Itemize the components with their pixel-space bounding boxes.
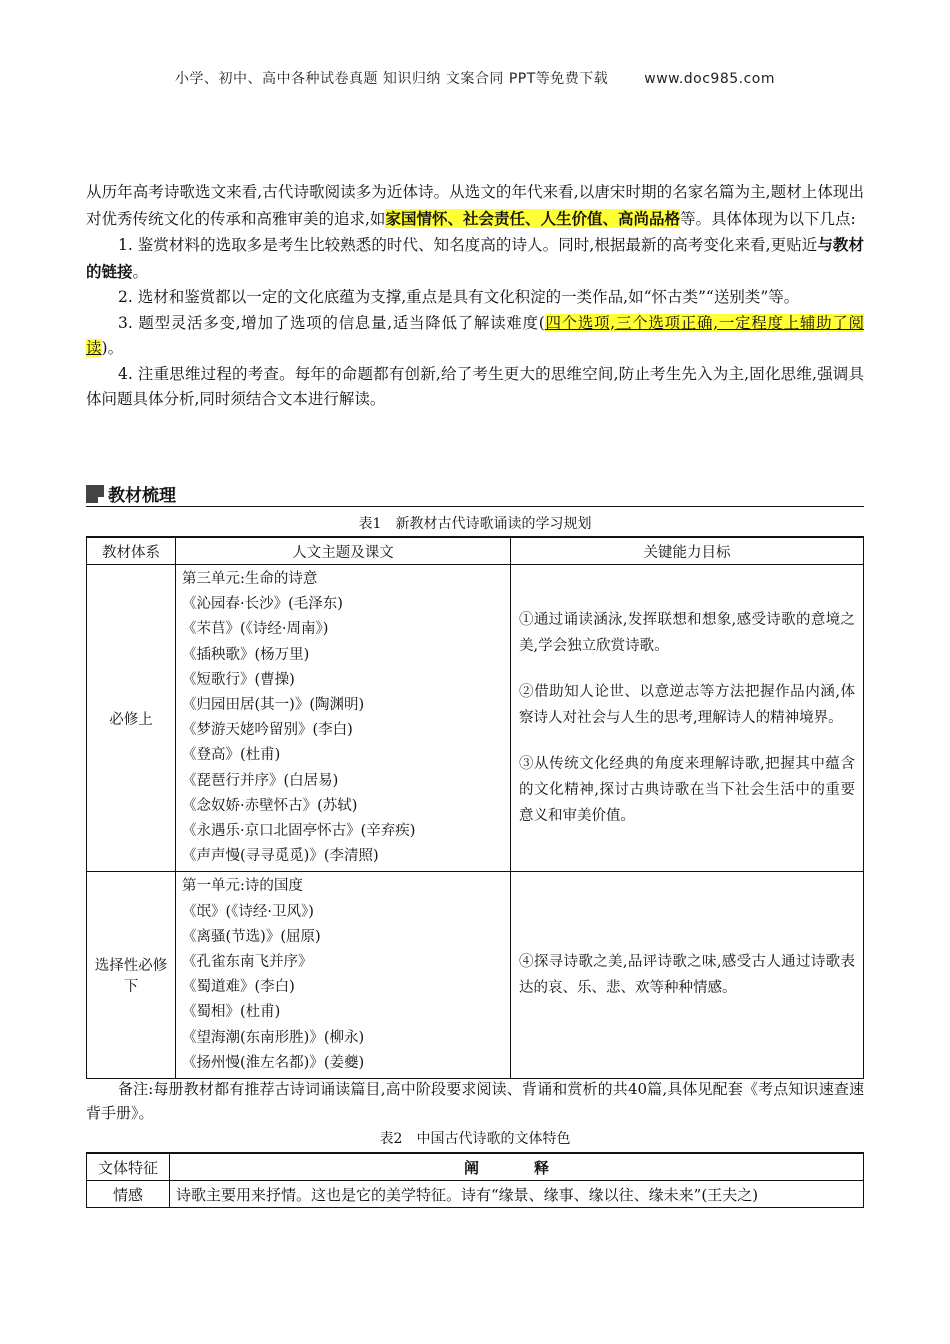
section-divider bbox=[86, 506, 864, 507]
goal-text: ③从传统文化经典的角度来理解诗歌,把握其中蕴含的文化精神,探讨古典诗歌在当下社会生活中的重要意义和审美价值。 bbox=[519, 756, 855, 825]
table-header-cell: 关键能力目标 bbox=[511, 537, 864, 565]
list-item: 《登高》(杜甫) bbox=[182, 747, 281, 764]
table-header-row bbox=[87, 1153, 864, 1181]
list-item: 《归园田居(其一)》(陶渊明) bbox=[182, 697, 365, 714]
table1-caption: 表1 新教材古代诗歌诵读的学习规划 bbox=[358, 516, 592, 532]
table-row bbox=[87, 565, 864, 872]
goal-text: ④探寻诗歌之美,品评诗歌之味,感受古人通过诗歌表达的哀、乐、悲、欢等种种情感。 bbox=[519, 954, 855, 997]
table2-caption: 表2 中国古代诗歌的文体特色 bbox=[379, 1131, 571, 1147]
list-item: 《声声慢(寻寻觅觅)》(李清照) bbox=[182, 848, 379, 865]
intro-section bbox=[86, 180, 864, 413]
section-title: 教材梳理 bbox=[108, 486, 176, 506]
list-item: 《孔雀东南飞并序》 bbox=[182, 954, 313, 971]
page-header bbox=[0, 68, 950, 88]
highlight-options: 四个选项,三个选项正确,一定程度上辅助了阅读 bbox=[86, 313, 865, 357]
intro-paragraph-3: 2. 选材和鉴赏都以一定的文化底蕴为支撑,重点是具有文化积淀的一类作品,如“怀古类”“送别类”等。 bbox=[118, 288, 800, 306]
intro-paragraph-4 bbox=[86, 311, 864, 362]
system-cell: 选择性必修下 bbox=[87, 872, 176, 1079]
intro-p1-text-a: 从历年高考诗歌选文来看,古代诗歌阅读多为近体诗。从选文的年代来看,以唐宋时期的名家名篇为主,题材上体现出对优秀传统文化的传承和高雅审美的追求,如 bbox=[86, 183, 864, 228]
intro-p1-text-b: 等。具体体现为以下几点: bbox=[679, 209, 856, 228]
intro-paragraph-5: 4. 注重思维过程的考查。每年的命题都有创新,给了考生更大的思维空间,防止考生先入为主,固化思维,强调具体问题具体分析,同时须结合文本进行解读。 bbox=[86, 364, 864, 408]
list-item: 《梦游天姥吟留别》(李白) bbox=[182, 722, 353, 739]
intro-p4-text-a: 3. 题型灵活多变,增加了选项的信息量,适当降低了解读难度( bbox=[118, 313, 545, 332]
list-item: 《望海潮(东南形胜)》(柳永) bbox=[182, 1029, 365, 1046]
list-item: 《扬州慢(淮左名都)》(姜夔) bbox=[182, 1054, 365, 1071]
list-item: 《蜀道难》(李白) bbox=[182, 979, 295, 996]
header-text: 小学、初中、高中各种试卷真题 知识归纳 文案合同 PPT等免费下载 bbox=[174, 71, 609, 87]
list-item: 《离骚(节选)》(屈原) bbox=[182, 928, 321, 945]
table-header-cell: 教材体系 bbox=[87, 537, 176, 565]
section-marker-icon bbox=[86, 485, 104, 503]
list-item: 《念奴娇·赤壁怀古》(苏轼) bbox=[182, 797, 358, 814]
feature-cell: 情感 bbox=[87, 1181, 170, 1208]
header-url[interactable]: www.doc985.com bbox=[644, 71, 776, 87]
goals-cell bbox=[511, 565, 864, 872]
table-row bbox=[87, 1181, 864, 1208]
table-header-cell: 文体特征 bbox=[87, 1153, 170, 1181]
study-plan-table bbox=[86, 536, 864, 1079]
list-item: 《短歌行》(曹操) bbox=[182, 671, 295, 688]
intro-p2-text-b: 。 bbox=[132, 262, 149, 281]
list-item: 《芣苢》(《诗经·周南》) bbox=[182, 621, 329, 638]
list-item: 《琵琶行并序》(白居易) bbox=[182, 772, 339, 789]
goals-cell bbox=[511, 872, 864, 1079]
genre-features-table bbox=[86, 1152, 864, 1208]
explanation-cell: 诗歌主要用来抒情。这也是它的美学特征。诗有“缘景、缘事、缘以往、缘未来”(王夫之) bbox=[170, 1181, 864, 1208]
table-header-row bbox=[87, 537, 864, 565]
unit-title: 第三单元:生命的诗意 bbox=[182, 571, 318, 587]
list-item: 《永遇乐·京口北固亭怀古》(辛弃疾) bbox=[182, 823, 416, 840]
section-heading bbox=[86, 481, 176, 506]
highlight-themes: 家国情怀、社会责任、人生价值、高尚品格 bbox=[385, 208, 680, 228]
table-row bbox=[87, 872, 864, 1079]
goal-text: ①通过诵读涵泳,发挥联想和想象,感受诗歌的意境之美,学会独立欣赏诗歌。 bbox=[519, 612, 855, 655]
table-header-cell: 人文主题及课文 bbox=[176, 537, 511, 565]
intro-paragraph-2 bbox=[86, 232, 864, 285]
intro-p4-text-b: )。 bbox=[101, 339, 124, 357]
table-note: 备注:每册教材都有推荐古诗词诵读篇目,高中阶段要求阅读、背诵和赏析的共40篇,具体见配套《考点知识速查速背手册》。 bbox=[86, 1080, 864, 1122]
list-item: 《沁园春·长沙》(毛泽东) bbox=[182, 596, 343, 613]
goal-text: ②借助知人论世、以意逆志等方法把握作品内涵,体察诗人对社会与人生的思考,理解诗人的精神境界。 bbox=[519, 684, 855, 727]
texts-cell bbox=[176, 872, 511, 1079]
list-item: 《蜀相》(杜甫) bbox=[182, 1004, 281, 1021]
intro-paragraph-1 bbox=[86, 180, 864, 232]
table-header-cell: 阐 释 bbox=[170, 1153, 864, 1181]
system-cell: 必修上 bbox=[87, 565, 176, 872]
unit-title: 第一单元:诗的国度 bbox=[182, 878, 303, 895]
intro-p2-text-a: 1. 鉴赏材料的选取多是考生比较熟悉的时代、知名度高的诗人。同时,根据最新的高考变化来看,更贴近 bbox=[118, 236, 818, 254]
bold-textbook-link: 与教材的链接 bbox=[86, 235, 864, 281]
list-item: 《氓》(《诗经·卫风》) bbox=[182, 903, 314, 920]
list-item: 《插秧歌》(杨万里) bbox=[182, 646, 310, 663]
texts-cell bbox=[176, 565, 511, 872]
